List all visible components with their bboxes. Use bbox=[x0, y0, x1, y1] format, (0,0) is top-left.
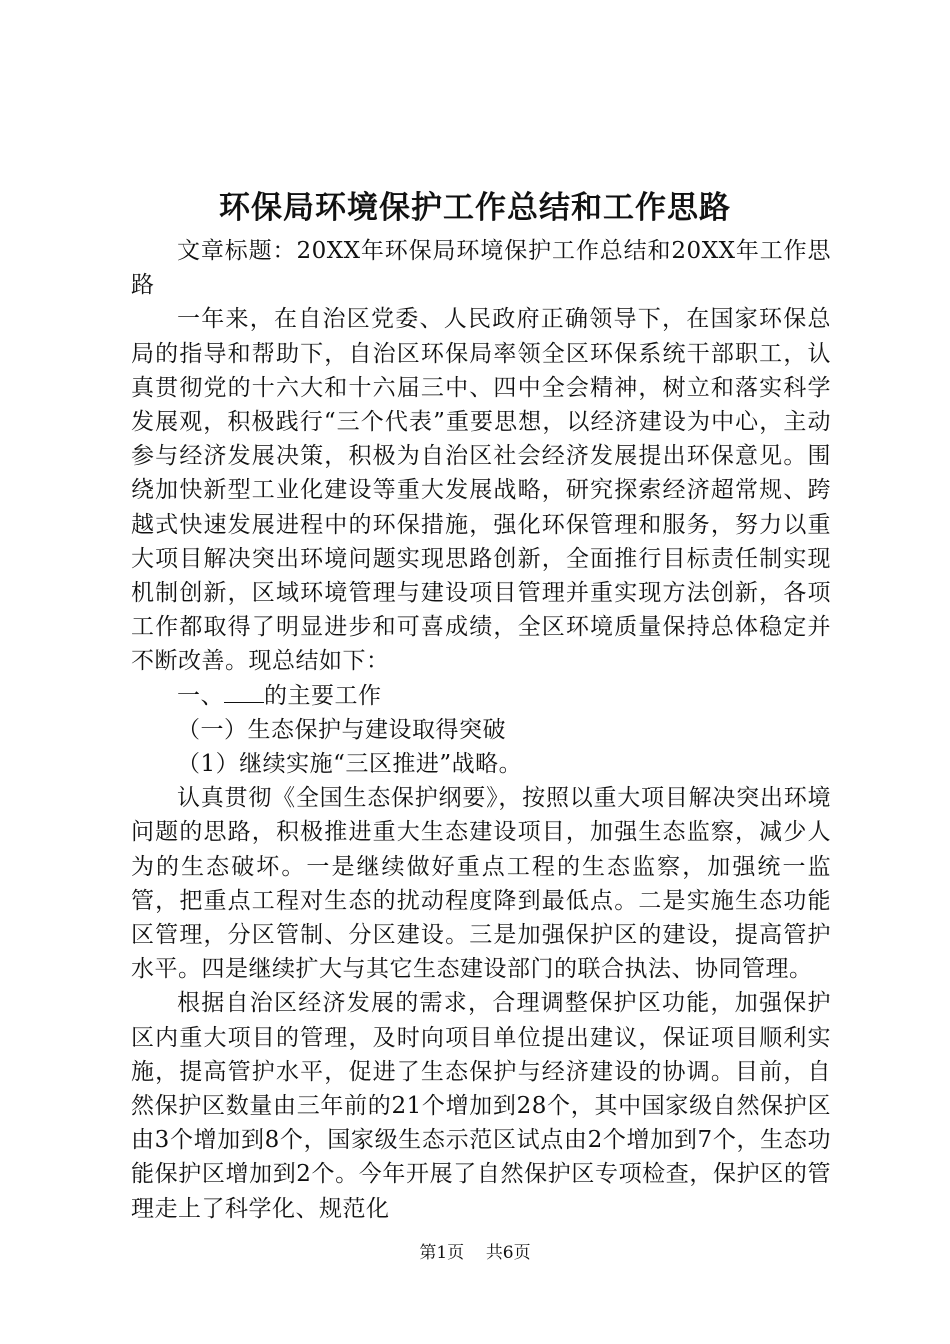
section-heading bbox=[131, 679, 831, 713]
document-title: 环保局环境保护工作总结和工作思路 bbox=[219, 190, 731, 226]
blank-underline bbox=[224, 680, 264, 703]
intro-paragraph: 一年来，在自治区党委、人民政府正确领导下，在国家环保总局的指导和帮助下，自治区环保局率领全区环保系统干部职工，认真贯彻党的十六大和十六届三中、四中全会精神，树立和落实科学发展观，积极践行“三个代表”重要思想，以经济建设为中心，主动参与经济发展决策，积极为自治区社会经济发展提出环保意见。围绕加快新型工业化建设等重大发展战略，研究探索经济超常规、跨越式快速发展进程中的环保措施，强化环保管理和服务，努力以重大项目解决突出环境问题实现思路创新，全面推行目标责任制实现机制创新，区域环境管理与建设项目管理并重实现方法创新，各项工作都取得了明显进步和可喜成绩，全区环境质量保持总体稳定并不断改善。现总结如下： bbox=[131, 306, 831, 675]
document-body bbox=[131, 234, 831, 1226]
item-heading: （1）继续实施“三区推进”战略。 bbox=[177, 751, 523, 778]
page-number: 第1页 bbox=[419, 1243, 465, 1263]
body-paragraph: 认真贯彻《全国生态保护纲要》，按照以重大项目解决突出环境问题的思路，积极推进重大生态建设项目，加强生态监察，减少人为的生态破坏。一是继续做好重点工程的生态监察，加强统一监管，把重点工程对生态的扰动程度降到最低点。二是实施生态功能区管理，分区管制、分区建设。三是加强保护区的建设，提高管护水平。四是继续扩大与其它生态建设部门的联合执法、协同管理。 bbox=[131, 785, 831, 983]
article-title-paragraph: 文章标题：20XX年环保局环境保护工作总结和20XX年工作思路 bbox=[131, 238, 831, 299]
subheading: （一）生态保护与建设取得突破 bbox=[177, 716, 506, 743]
section-heading-suffix: 的主要工作 bbox=[264, 682, 382, 709]
section-heading-prefix: 一、 bbox=[177, 682, 224, 709]
page-footer bbox=[0, 1241, 950, 1265]
body-paragraph: 根据自治区经济发展的需求，合理调整保护区功能，加强保护区内重大项目的管理，及时向项目单位提出建议，保证项目顺利实施，提高管护水平，促进了生态保护与经济建设的协调。目前，自然保护区数量由三年前的21个增加到28个，其中国家级自然保护区由3个增加到8个，国家级生态示范区试点由2个增加到7个，生态功能保护区增加到2个。今年开展了自然保护区专项检查，保护区的管理走上了科学化、规范化 bbox=[131, 990, 831, 1222]
page-total: 共6页 bbox=[485, 1243, 531, 1263]
